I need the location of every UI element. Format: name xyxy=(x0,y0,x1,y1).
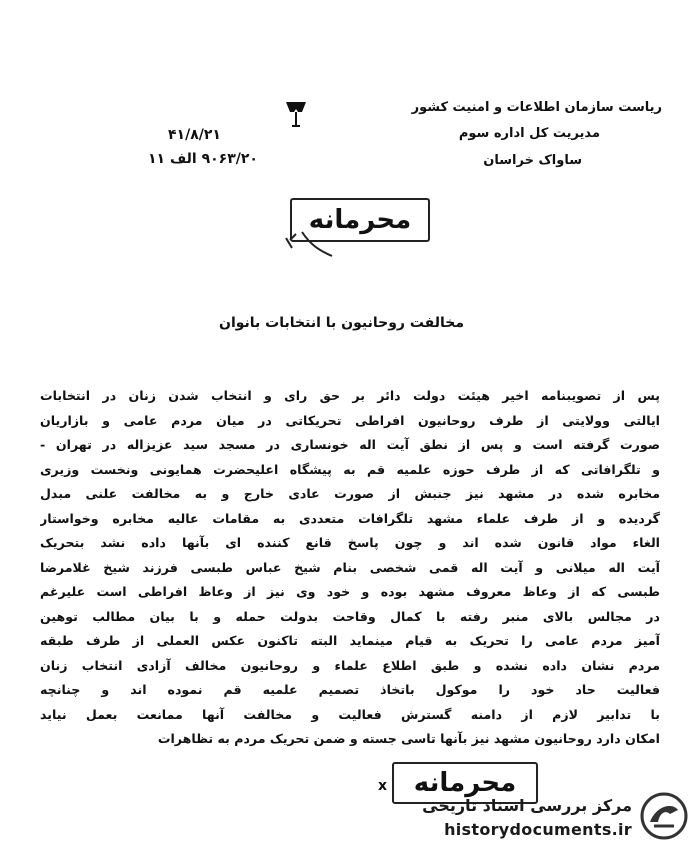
archive-name: مرکز بررسی اسناد تاریخی xyxy=(422,796,632,815)
confidential-stamp-bottom: محرمانه xyxy=(392,762,538,804)
subject-line: مخالفت روحانیون با انتخابات بانوان xyxy=(219,315,464,331)
body-line: فعالیت حاد خود را موکول باتخاذ تصمیم علمیه قم نموده اند و چنانچه xyxy=(40,682,660,697)
body-line: مخابره شده در مشهد نیز جنبش از صورت عادی خارج و به مخالفت علنی مبدل xyxy=(40,486,660,501)
margin-mark: x xyxy=(378,778,388,794)
body-line: طبسی که از وعاظ معروف مشهد بوده و خود وی نیز از وعاظ افراطی است علیرغم xyxy=(40,584,660,599)
archive-url: historydocuments.ir xyxy=(444,820,632,839)
body-line: با تدابیر لازم از دامنه گسترش فعالیت و مخالفت آنها ممانعت بعمل نیاید xyxy=(40,706,660,722)
emblem-icon xyxy=(284,100,308,130)
body-line: و تلگرافاتی که از طرف حوزه علمیه قم به پیشگاه اعلیحضرت همایونی ونخست وزیری xyxy=(40,461,660,477)
org-name: ریاست سازمان اطلاعات و امنیت کشور xyxy=(411,100,662,115)
body-line: الغاء مواد قانون شده اند و چون پاسخ قانع کننده ای بآنها داده نشد بتحریک xyxy=(40,535,660,550)
department: مدیریت کل اداره سوم xyxy=(458,126,600,141)
body-line: صورت گرفته است و پس از نطق آیت اله خونساری در مسجد سید عزیزاله در تهران - xyxy=(40,437,660,452)
body-line: در مجالس بالای منبر رفته با کمال وقاحت بدولت حمله و با بیان مطالب توهین xyxy=(40,608,660,624)
report-body xyxy=(40,384,660,752)
body-line: آیت اله میلانی و آیت اله قمی شخصی بنام شیخ عباس طبسی فرزند شیخ غلامرضا xyxy=(40,559,660,575)
document-number: ۹۰۶۳/۲۰ الف ۱۱ xyxy=(148,151,258,167)
body-line: ایالتی وولایتی از طرف روحانیون افراطی تحریکاتی در میان مردم عامی و بازاریان xyxy=(40,412,660,428)
body-line: پس از تصویبنامه اخیر هیئت دولت دائر بر حق رای و انتخاب شدن زنان در انتخابات xyxy=(40,388,660,403)
office: ساواک خراسان xyxy=(483,153,582,168)
body-line: امکان دارد روحانیون مشهد نیز بآنها تاسی جسته و ضمن تحریک مردم به تظاهرات xyxy=(157,731,660,746)
confidential-stamp-top: محرمانه xyxy=(290,198,430,242)
body-line: مردم نشان داده نشده و طبق اطلاع علماء و روحانیون مخالف آزادی انتخاب زنان xyxy=(40,657,660,673)
archive-watermark xyxy=(388,790,688,846)
document-date: ۴۱/۸/۲۱ xyxy=(168,127,221,143)
archive-logo-icon xyxy=(640,792,688,840)
signature-mark-icon xyxy=(282,226,342,262)
body-line: گردیده و از طرف علماء مشهد تلگرافات متعددی به مقامات عالیه مخابره وخواستار xyxy=(40,510,660,526)
body-line: آمیز مردم عامی را تحریک به قیام مینماید البته تاکنون عکس العملی از طرف طبقه xyxy=(40,633,660,648)
